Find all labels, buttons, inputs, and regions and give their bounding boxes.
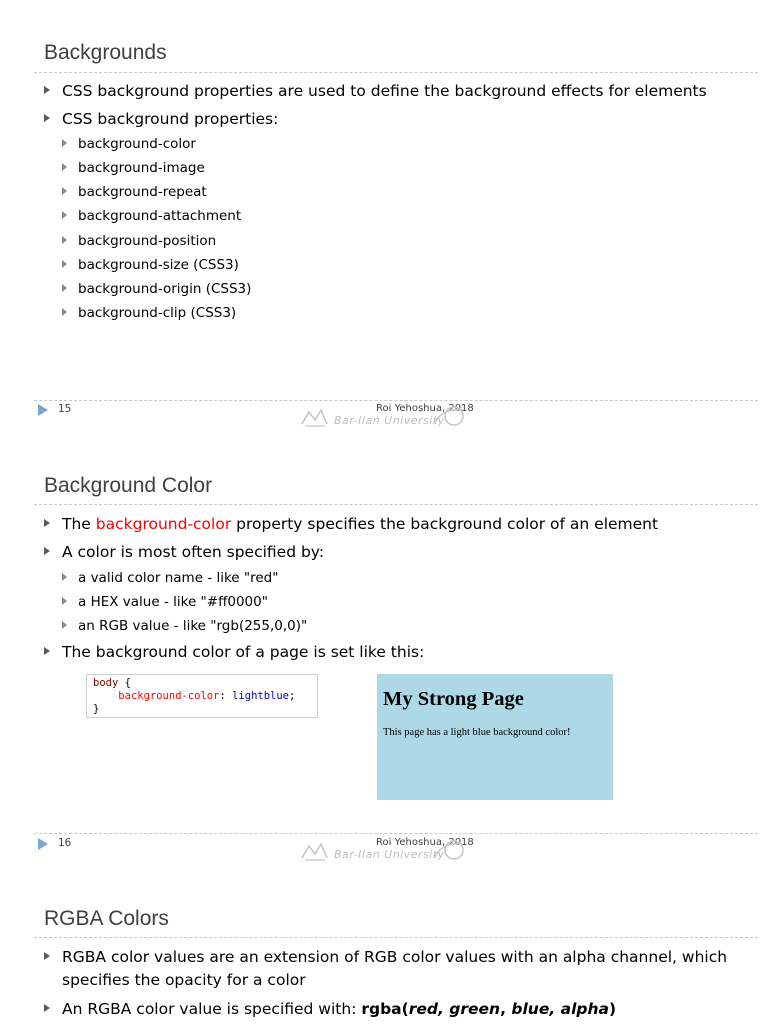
highlighted-property: background-color xyxy=(95,515,232,533)
bullet-triangle-icon xyxy=(62,139,67,147)
bullet: The background color of a page is set like this: xyxy=(44,641,424,663)
slide-background-color xyxy=(0,432,768,864)
sub-bullet: background-size (CSS3) xyxy=(62,255,239,275)
author-credit: Roi Yehoshua, 2018 xyxy=(376,403,474,414)
slide-title: Backgrounds xyxy=(44,41,167,64)
code-sample: body { background-color: lightblue; } xyxy=(86,674,318,718)
code-property: background-color xyxy=(118,690,220,702)
bullet: CSS background properties are used to define the background effects for elements xyxy=(44,80,707,102)
bullet: A color is most often specified by: xyxy=(44,541,324,563)
sub-bullet: background-clip (CSS3) xyxy=(62,303,236,323)
title-divider xyxy=(34,937,758,938)
sub-bullet: a valid color name - like "red" xyxy=(62,568,278,588)
bullet-triangle-icon xyxy=(62,284,67,292)
author-credit: Roi Yehoshua, 2018 xyxy=(376,837,474,848)
title-divider xyxy=(34,72,758,73)
page-number: 15 xyxy=(58,403,72,415)
code-selector: body xyxy=(93,677,119,689)
sub-bullet: background-image xyxy=(62,158,205,178)
bullet-triangle-icon xyxy=(44,86,50,94)
bullet-triangle-icon xyxy=(44,952,50,960)
bullet-triangle-icon xyxy=(44,547,50,555)
footer-divider xyxy=(34,400,758,401)
university-name: Bar-Ilan University xyxy=(334,414,445,427)
sub-bullet: background-position xyxy=(62,231,216,251)
demo-text: This page has a light blue background color! xyxy=(383,727,571,738)
sub-bullet: background-color xyxy=(62,134,196,154)
bullet-triangle-icon xyxy=(62,597,67,605)
slide-title: RGBA Colors xyxy=(44,907,169,930)
university-name: Bar-Ilan University xyxy=(334,848,445,861)
sub-bullet: a HEX value - like "#ff0000" xyxy=(62,592,268,612)
bullet-triangle-icon xyxy=(62,163,67,171)
bullet-triangle-icon xyxy=(62,573,67,581)
bullet-triangle-icon xyxy=(62,260,67,268)
page-marker-icon xyxy=(38,404,48,416)
slide-backgrounds xyxy=(0,0,768,432)
sub-bullet: background-attachment xyxy=(62,206,241,226)
code-value: lightblue xyxy=(232,690,290,702)
bullet: The background-color property specifies the background color of an element xyxy=(44,513,658,535)
bullet-triangle-icon xyxy=(44,114,50,122)
bullet-continuation: specifies the opacity for a color xyxy=(62,971,306,989)
bullet: RGBA color values are an extension of RGB color values with an alpha channel, which xyxy=(44,946,727,968)
slide-title: Background Color xyxy=(44,474,213,497)
bullet-triangle-icon xyxy=(44,519,50,527)
university-emblem-icon xyxy=(299,840,331,862)
sub-bullet: background-origin (CSS3) xyxy=(62,279,251,299)
university-emblem-icon xyxy=(299,406,331,428)
slide-rgba-colors xyxy=(0,864,768,1024)
bullet-triangle-icon xyxy=(62,621,67,629)
bullet-triangle-icon xyxy=(62,187,67,195)
university-logo-icon xyxy=(432,838,468,862)
bullet-triangle-icon xyxy=(62,236,67,244)
bullet: CSS background properties: xyxy=(44,108,278,130)
bullet-triangle-icon xyxy=(44,1004,50,1012)
bullet-triangle-icon xyxy=(62,308,67,316)
university-logo-icon xyxy=(432,404,468,428)
page-marker-icon xyxy=(38,838,48,850)
sub-bullet: an RGB value - like "rgb(255,0,0)" xyxy=(62,616,307,636)
bullet-triangle-icon xyxy=(62,211,67,219)
bullet: An RGBA color value is specified with: rgba(red, green, blue, alpha) xyxy=(44,998,616,1020)
demo-output-box xyxy=(377,674,613,800)
footer-divider xyxy=(34,833,758,834)
page-number: 16 xyxy=(58,837,72,849)
bullet-triangle-icon xyxy=(44,647,50,655)
sub-bullet: background-repeat xyxy=(62,182,207,202)
title-divider xyxy=(34,504,758,505)
demo-heading: My Strong Page xyxy=(383,688,524,710)
